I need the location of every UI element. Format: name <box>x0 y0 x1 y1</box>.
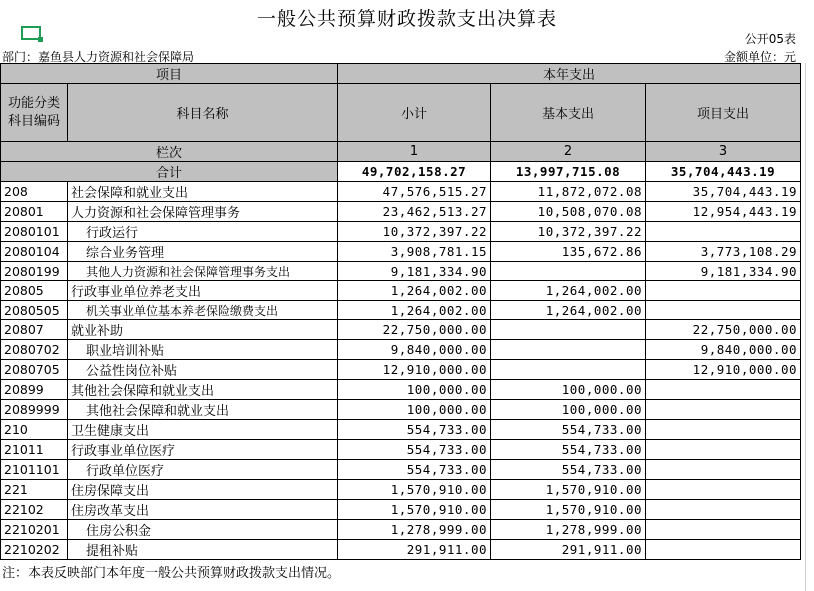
row-basic: 10,508,070.08 <box>491 202 646 222</box>
header-basic: 基本支出 <box>491 84 646 142</box>
table-row <box>1 540 801 560</box>
table-row <box>1 182 801 202</box>
row-name: 行政事业单位养老支出 <box>68 281 338 301</box>
row-code: 2080101 <box>1 222 68 242</box>
row-project: 9,181,334.90 <box>646 262 801 281</box>
table-note: 注：本表反映部门本年度一般公共预算财政拨款支出情况。 <box>2 566 341 581</box>
row-subtotal: 1,278,999.00 <box>338 520 491 540</box>
row-basic <box>491 340 646 360</box>
total-label: 合计 <box>1 162 338 182</box>
row-subtotal: 23,462,513.27 <box>338 202 491 222</box>
row-name: 其他人力资源和社会保障管理事务支出 <box>68 262 338 281</box>
total-basic: 13,997,715.08 <box>491 162 646 182</box>
row-subtotal: 554,733.00 <box>338 420 491 440</box>
row-basic: 1,264,002.00 <box>491 281 646 301</box>
table-row <box>1 400 801 420</box>
row-subtotal: 100,000.00 <box>338 380 491 400</box>
row-project <box>646 301 801 320</box>
table-row <box>1 460 801 480</box>
table-row <box>1 500 801 520</box>
row-project <box>646 420 801 440</box>
table-row <box>1 360 801 380</box>
row-name: 职业培训补贴 <box>68 340 338 360</box>
row-name: 社会保障和就业支出 <box>68 182 338 202</box>
row-name: 人力资源和社会保障管理事务 <box>68 202 338 222</box>
table-row <box>1 340 801 360</box>
row-code: 22102 <box>1 500 68 520</box>
budget-table <box>0 63 800 583</box>
header-subtotal: 小计 <box>338 84 491 142</box>
header-col1: 1 <box>338 142 491 162</box>
row-code: 2101101 <box>1 460 68 480</box>
row-name: 公益性岗位补贴 <box>68 360 338 380</box>
table-row <box>1 480 801 500</box>
row-code: 2080705 <box>1 360 68 380</box>
row-name: 行政运行 <box>68 222 338 242</box>
row-project <box>646 380 801 400</box>
row-project <box>646 480 801 500</box>
table-row <box>1 202 801 222</box>
row-basic: 1,264,002.00 <box>491 301 646 320</box>
row-basic <box>491 320 646 340</box>
row-project: 3,773,108.29 <box>646 242 801 262</box>
row-code: 210 <box>1 420 68 440</box>
row-project <box>646 222 801 242</box>
row-basic: 135,672.86 <box>491 242 646 262</box>
row-code: 20805 <box>1 281 68 301</box>
row-basic: 100,000.00 <box>491 380 646 400</box>
row-code: 2210202 <box>1 540 68 560</box>
row-basic: 11,872,072.08 <box>491 182 646 202</box>
row-project <box>646 520 801 540</box>
row-code: 21011 <box>1 440 68 460</box>
row-project: 35,704,443.19 <box>646 182 801 202</box>
row-subtotal: 1,264,002.00 <box>338 301 491 320</box>
row-name: 机关事业单位基本养老保险缴费支出 <box>68 301 338 320</box>
row-project <box>646 460 801 480</box>
row-subtotal: 9,840,000.00 <box>338 340 491 360</box>
row-code: 2080104 <box>1 242 68 262</box>
row-code: 208 <box>1 182 68 202</box>
row-subtotal: 554,733.00 <box>338 460 491 480</box>
row-name: 其他社会保障和就业支出 <box>68 380 338 400</box>
row-project: 12,910,000.00 <box>646 360 801 380</box>
row-basic: 554,733.00 <box>491 440 646 460</box>
row-basic: 554,733.00 <box>491 460 646 480</box>
row-basic: 554,733.00 <box>491 420 646 440</box>
row-name: 行政单位医疗 <box>68 460 338 480</box>
header-func-code: 功能分类 科目编码 <box>1 84 68 142</box>
row-basic <box>491 360 646 380</box>
row-code: 2089999 <box>1 400 68 420</box>
table-row <box>1 320 801 340</box>
row-basic: 1,570,910.00 <box>491 500 646 520</box>
header-item: 项目 <box>1 64 338 84</box>
row-code: 221 <box>1 480 68 500</box>
row-subtotal: 9,181,334.90 <box>338 262 491 281</box>
row-project <box>646 500 801 520</box>
header-col3: 3 <box>646 142 801 162</box>
table-row <box>1 420 801 440</box>
table-row <box>1 281 801 301</box>
header-project: 项目支出 <box>646 84 801 142</box>
row-subtotal: 3,908,781.15 <box>338 242 491 262</box>
row-name: 行政事业单位医疗 <box>68 440 338 460</box>
table-row <box>1 380 801 400</box>
row-basic <box>491 262 646 281</box>
row-subtotal: 100,000.00 <box>338 400 491 420</box>
row-basic: 10,372,397.22 <box>491 222 646 242</box>
row-code: 2080702 <box>1 340 68 360</box>
row-subtotal: 1,570,910.00 <box>338 500 491 520</box>
department-label: 部门：嘉鱼县人力资源和社会保障局 <box>2 50 195 64</box>
header-col2: 2 <box>491 142 646 162</box>
row-subtotal: 1,264,002.00 <box>338 281 491 301</box>
row-subtotal: 22,750,000.00 <box>338 320 491 340</box>
row-project <box>646 400 801 420</box>
row-project <box>646 540 801 560</box>
table-row <box>1 262 801 281</box>
row-subtotal: 47,576,515.27 <box>338 182 491 202</box>
row-code: 20801 <box>1 202 68 222</box>
row-subtotal: 554,733.00 <box>338 440 491 460</box>
table-row <box>1 242 801 262</box>
table-row <box>1 301 801 320</box>
row-name: 提租补贴 <box>68 540 338 560</box>
row-code: 20807 <box>1 320 68 340</box>
row-basic: 100,000.00 <box>491 400 646 420</box>
row-code: 20899 <box>1 380 68 400</box>
header-current-year: 本年支出 <box>338 64 801 84</box>
total-project: 35,704,443.19 <box>646 162 801 182</box>
row-project: 9,840,000.00 <box>646 340 801 360</box>
table-row <box>1 222 801 242</box>
row-name: 住房改革支出 <box>68 500 338 520</box>
row-code: 2210201 <box>1 520 68 540</box>
row-project: 22,750,000.00 <box>646 320 801 340</box>
row-subtotal: 10,372,397.22 <box>338 222 491 242</box>
row-project: 12,954,443.19 <box>646 202 801 222</box>
row-name: 住房保障支出 <box>68 480 338 500</box>
row-subtotal: 291,911.00 <box>338 540 491 560</box>
table-row <box>1 520 801 540</box>
total-subtotal: 49,702,158.27 <box>338 162 491 182</box>
header-column-no: 栏次 <box>1 142 338 162</box>
row-basic: 1,278,999.00 <box>491 520 646 540</box>
form-number: 公开05表 <box>744 32 796 46</box>
row-project <box>646 281 801 301</box>
table-row <box>1 440 801 460</box>
row-name: 就业补助 <box>68 320 338 340</box>
row-subtotal: 12,910,000.00 <box>338 360 491 380</box>
row-name: 其他社会保障和就业支出 <box>68 400 338 420</box>
row-basic: 1,570,910.00 <box>491 480 646 500</box>
row-basic: 291,911.00 <box>491 540 646 560</box>
row-subtotal: 1,570,910.00 <box>338 480 491 500</box>
row-project <box>646 440 801 460</box>
header-item-name: 科目名称 <box>68 84 338 142</box>
row-code: 2080505 <box>1 301 68 320</box>
unit-label: 金额单位：元 <box>723 50 796 64</box>
row-code: 2080199 <box>1 262 68 281</box>
row-name: 综合业务管理 <box>68 242 338 262</box>
selected-cell-indicator[interactable] <box>21 26 41 40</box>
report-title: 一般公共预算财政拨款支出决算表 <box>256 8 557 30</box>
row-name: 住房公积金 <box>68 520 338 540</box>
row-name: 卫生健康支出 <box>68 420 338 440</box>
